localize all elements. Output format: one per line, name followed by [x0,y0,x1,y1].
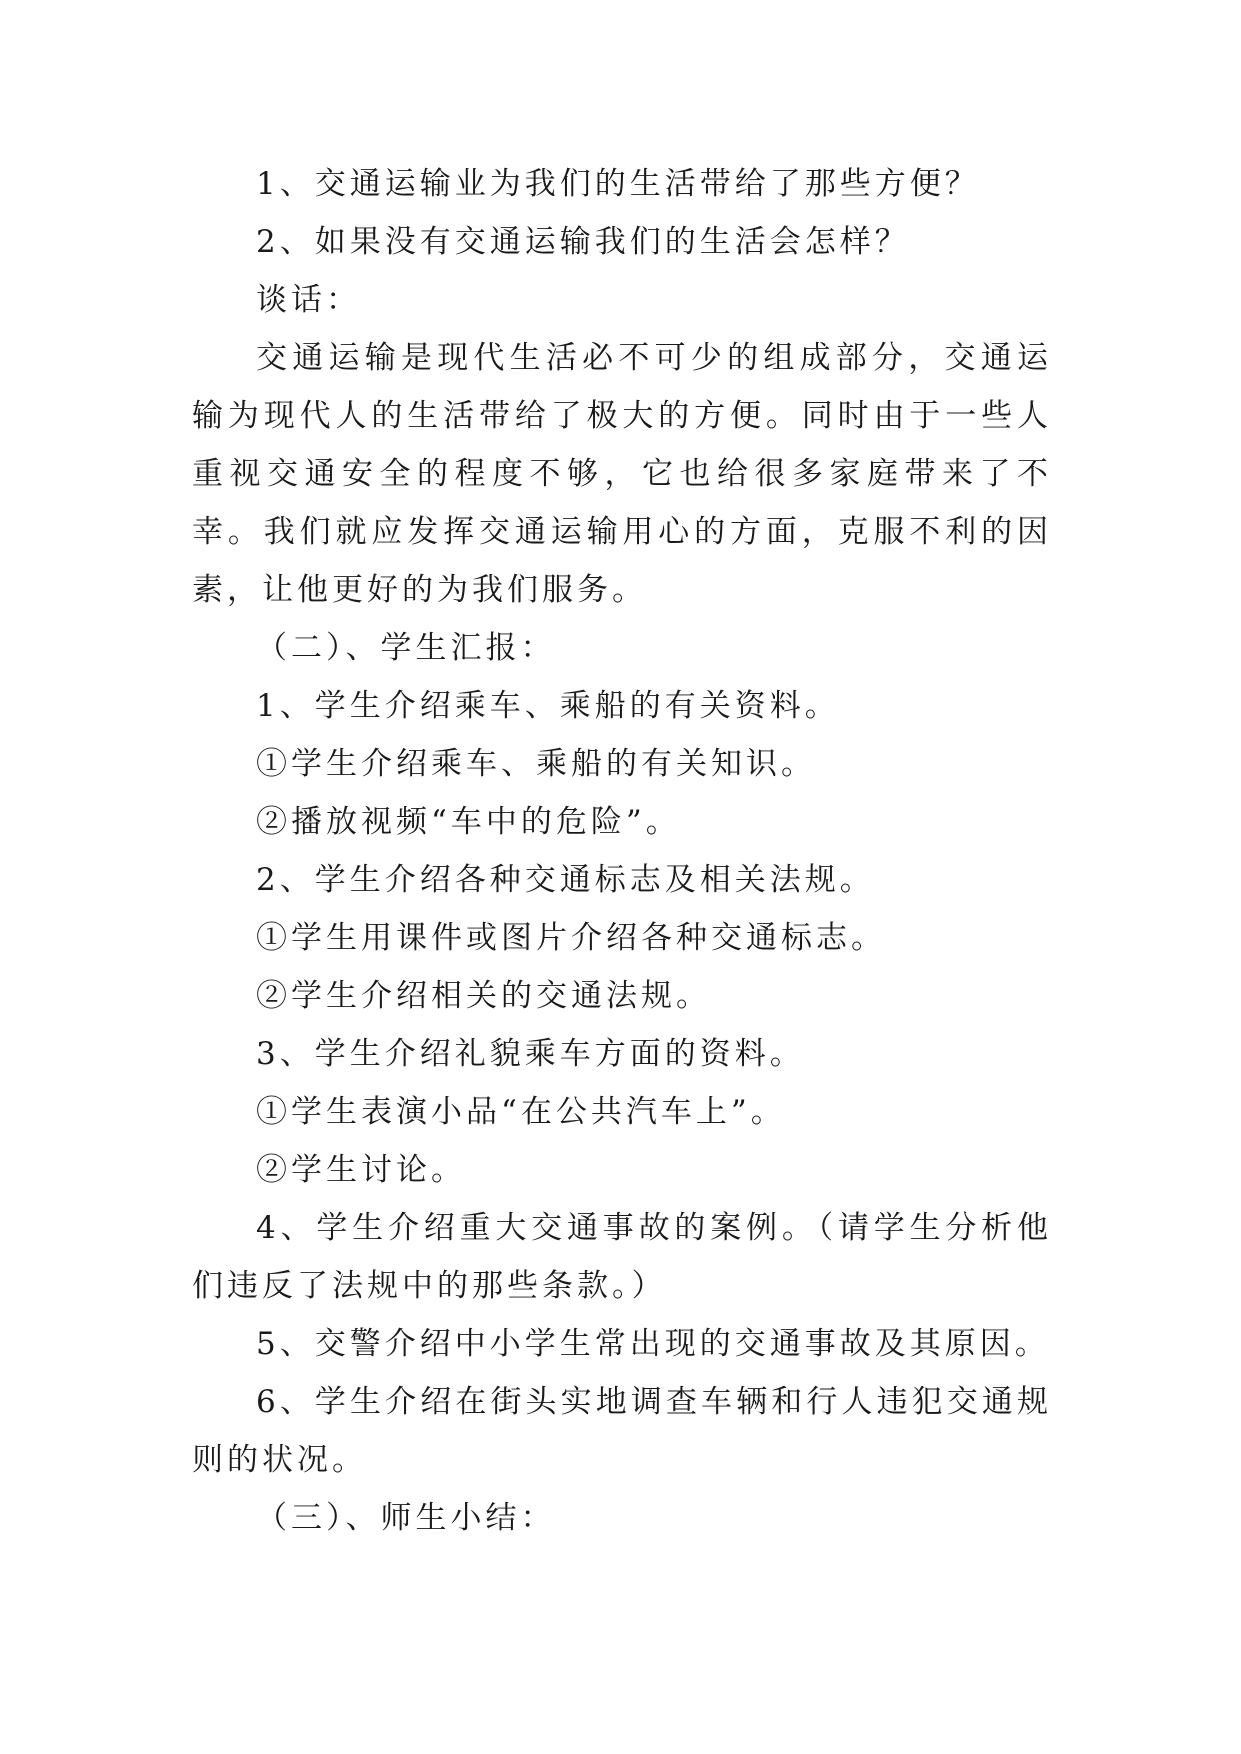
paragraph-q2: 2、如果没有交通运输我们的生活会怎样？ [256,224,910,260]
paragraph-item-5: 5、交警介绍中小学生常出现的交通事故及其原因。 [256,1326,1050,1362]
section-heading-summary: （三）、师生小结： [256,1500,556,1536]
document-body [192,155,1052,1547]
paragraph-item-3a: ①学生表演小品“在公共汽车上”。 [256,1094,786,1130]
paragraph-item-2a: ①学生用课件或图片介绍各种交通标志。 [256,920,886,956]
paragraph-item-6: 6、学生介绍在街头实地调查车辆和行人违犯交通规则的状况。 [192,1384,1052,1478]
paragraph-item-2: 2、学生介绍各种交通标志及相关法规。 [256,862,875,898]
paragraph-item-4: 4、学生介绍重大交通事故的案例。（请学生分析他们违反了法规中的那些条款。） [192,1210,1052,1304]
paragraph-talk-body: 交通运输是现代生活必不可少的组成部分，交通运输为现代人的生活带给了极大的方便。同时由于一些人重视交通安全的程度不够，它也给很多家庭带来了不幸。我们就应发挥交通运输用心的方面，克服不利的因素，让他更好的为我们服务。 [192,340,1052,608]
paragraph-item-3b: ②学生讨论。 [256,1152,466,1188]
paragraph-item-2b: ②学生介绍相关的交通法规。 [256,978,711,1014]
paragraph-talk-heading: 谈话： [256,282,361,318]
paragraph-item-1: 1、学生介绍乘车、乘船的有关资料。 [256,688,840,724]
paragraph-item-1a: ①学生介绍乘车、乘船的有关知识。 [256,746,816,782]
paragraph-item-3: 3、学生介绍礼貌乘车方面的资料。 [256,1036,805,1072]
section-heading-student-report: （二）、学生汇报： [256,630,556,666]
paragraph-item-1b: ②播放视频“车中的危险”。 [256,804,681,840]
paragraph-q1: 1、交通运输业为我们的生活带给了那些方便？ [256,166,980,202]
